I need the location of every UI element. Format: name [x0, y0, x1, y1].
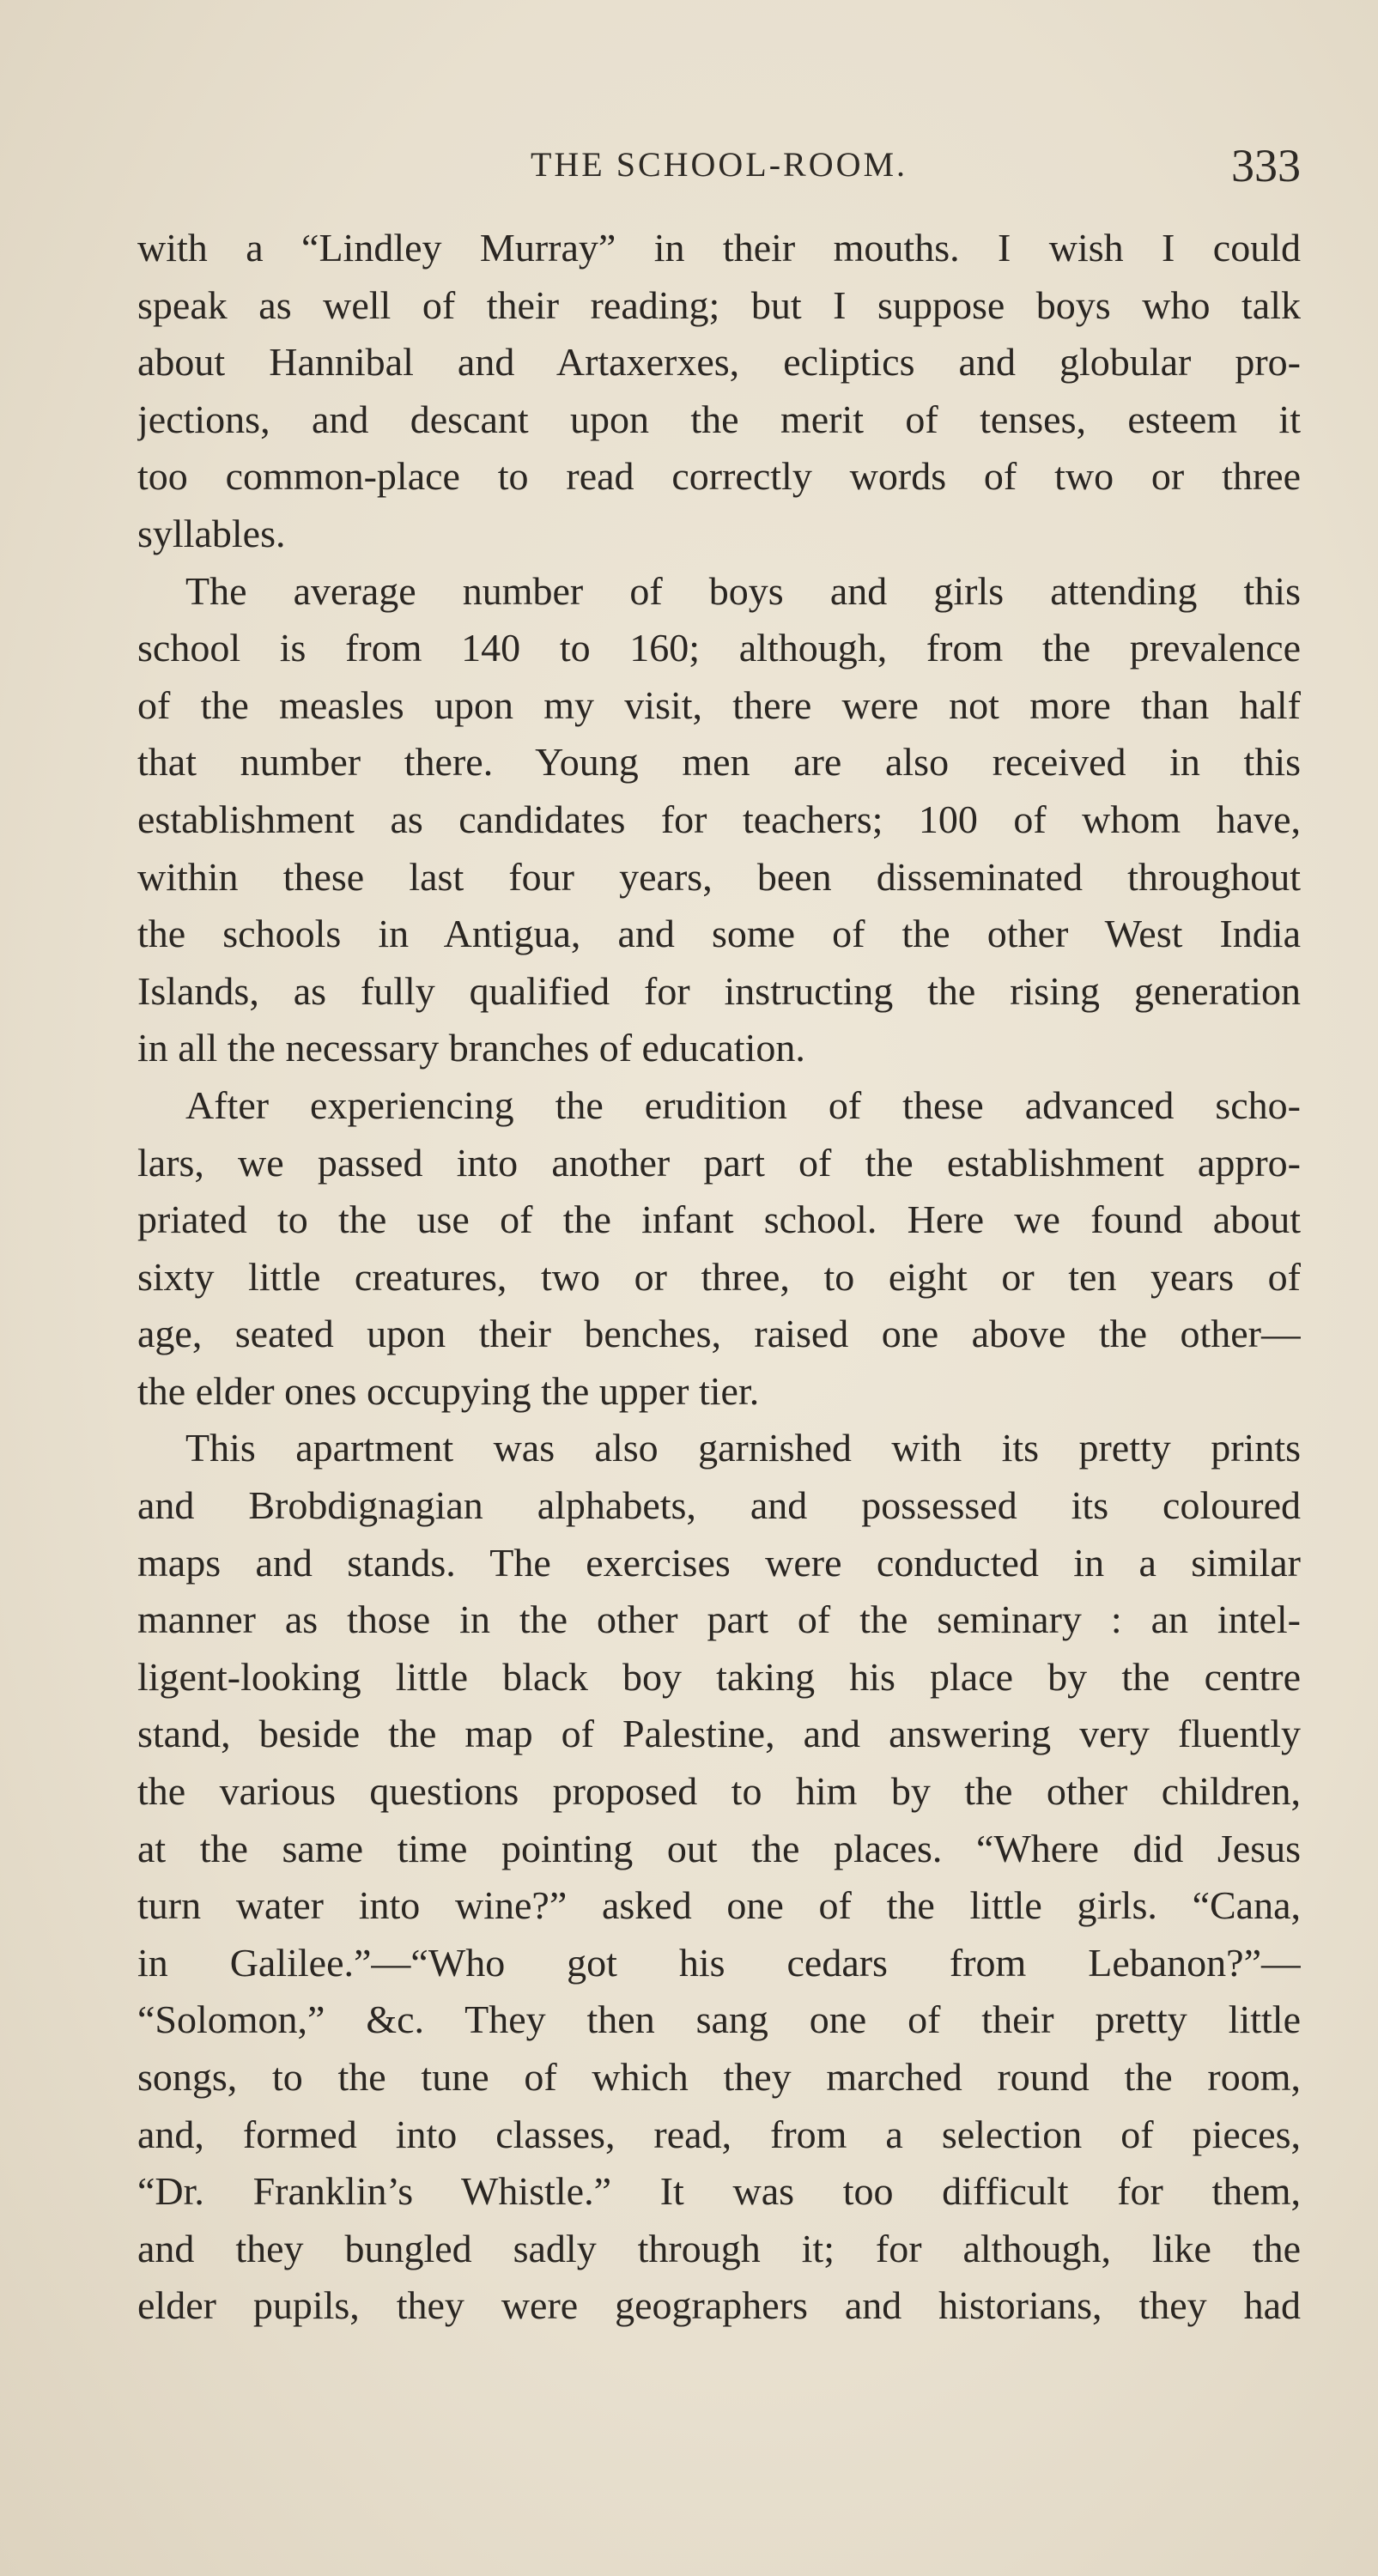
text-line: This apartment was also garnished with its pretty prints	[185, 1426, 1301, 1470]
text-line: priated to the use of the infant school. Here we found about	[137, 1197, 1301, 1242]
text-line: that number there. Young men are also received in this	[137, 740, 1301, 785]
text-line: speak as well of their reading; but I suppose boys who talk	[137, 282, 1301, 327]
text-line: manner as those in the other part of the seminary : an intel-	[137, 1597, 1301, 1642]
text-line: establishment as candidates for teachers; 100 of whom have,	[137, 797, 1301, 841]
text-line: maps and stands. The exercises were conducted in a similar	[137, 1540, 1301, 1585]
body-text	[137, 220, 1301, 2335]
text-line: and they bungled sadly through it; for although, like the	[137, 2226, 1301, 2270]
text-line: sixty little creatures, two or three, to eight or ten years of	[137, 1254, 1301, 1299]
text-line: stand, beside the map of Palestine, and answering very fluently	[137, 1712, 1301, 1756]
text-line: After experiencing the erudition of these advanced scho-	[185, 1082, 1301, 1127]
text-line: The average number of boys and girls attending this	[185, 568, 1301, 613]
text-line: too common-place to read correctly words of two or three	[137, 454, 1301, 499]
text-line: “Dr. Franklin’s Whistle.” It was too difficult for them,	[137, 2169, 1301, 2214]
text-line: school is from 140 to 160; although, from the prevalence	[137, 626, 1301, 670]
text-line: the schools in Antigua, and some of the other West India	[137, 912, 1301, 956]
text-line: elder pupils, they were geographers and historians, they had	[137, 2283, 1301, 2328]
text-line: at the same time pointing out the places. “Where did Jesus	[137, 1826, 1301, 1870]
text-line: and Brobdignagian alphabets, and possessed its coloured	[137, 1483, 1301, 1528]
text-line: the elder ones occupying the upper tier.	[137, 1368, 760, 1413]
running-title: THE SCHOOL-ROOM.	[530, 145, 908, 184]
text-line: lars, we passed into another part of the establishment appro-	[137, 1140, 1301, 1185]
page-number: 333	[1231, 140, 1301, 191]
text-line: within these last four years, been disseminated throughout	[137, 854, 1301, 899]
text-line: jections, and descant upon the merit of tenses, esteem it	[137, 397, 1301, 441]
text-line: of the measles upon my visit, there were not more than half	[137, 682, 1301, 727]
text-line: songs, to the tune of which they marched round the room,	[137, 2055, 1301, 2099]
text-line: syllables.	[137, 511, 286, 555]
text-line: turn water into wine?” asked one of the little girls. “Cana,	[137, 1883, 1301, 1928]
text-line: in Galilee.”—“Who got his cedars from Lebanon?”—	[137, 1940, 1301, 1985]
text-line: ligent-looking little black boy taking his place by the centre	[137, 1654, 1301, 1699]
text-line: and, formed into classes, read, from a selection of pieces,	[137, 2112, 1301, 2156]
running-head	[137, 140, 1301, 196]
text-line: about Hannibal and Artaxerxes, ecliptics and globular pro-	[137, 340, 1301, 385]
text-line: Islands, as fully qualified for instructing the rising generation	[137, 968, 1301, 1013]
text-line: age, seated upon their benches, raised one above the other—	[137, 1312, 1301, 1356]
text-line: in all the necessary branches of education.	[137, 1026, 805, 1070]
text-line: “Solomon,” &c. They then sang one of their pretty little	[137, 1997, 1301, 2042]
text-line: with a “Lindley Murray” in their mouths. I wish I could	[137, 226, 1301, 270]
text-line: the various questions proposed to him by the other children,	[137, 1769, 1301, 1814]
